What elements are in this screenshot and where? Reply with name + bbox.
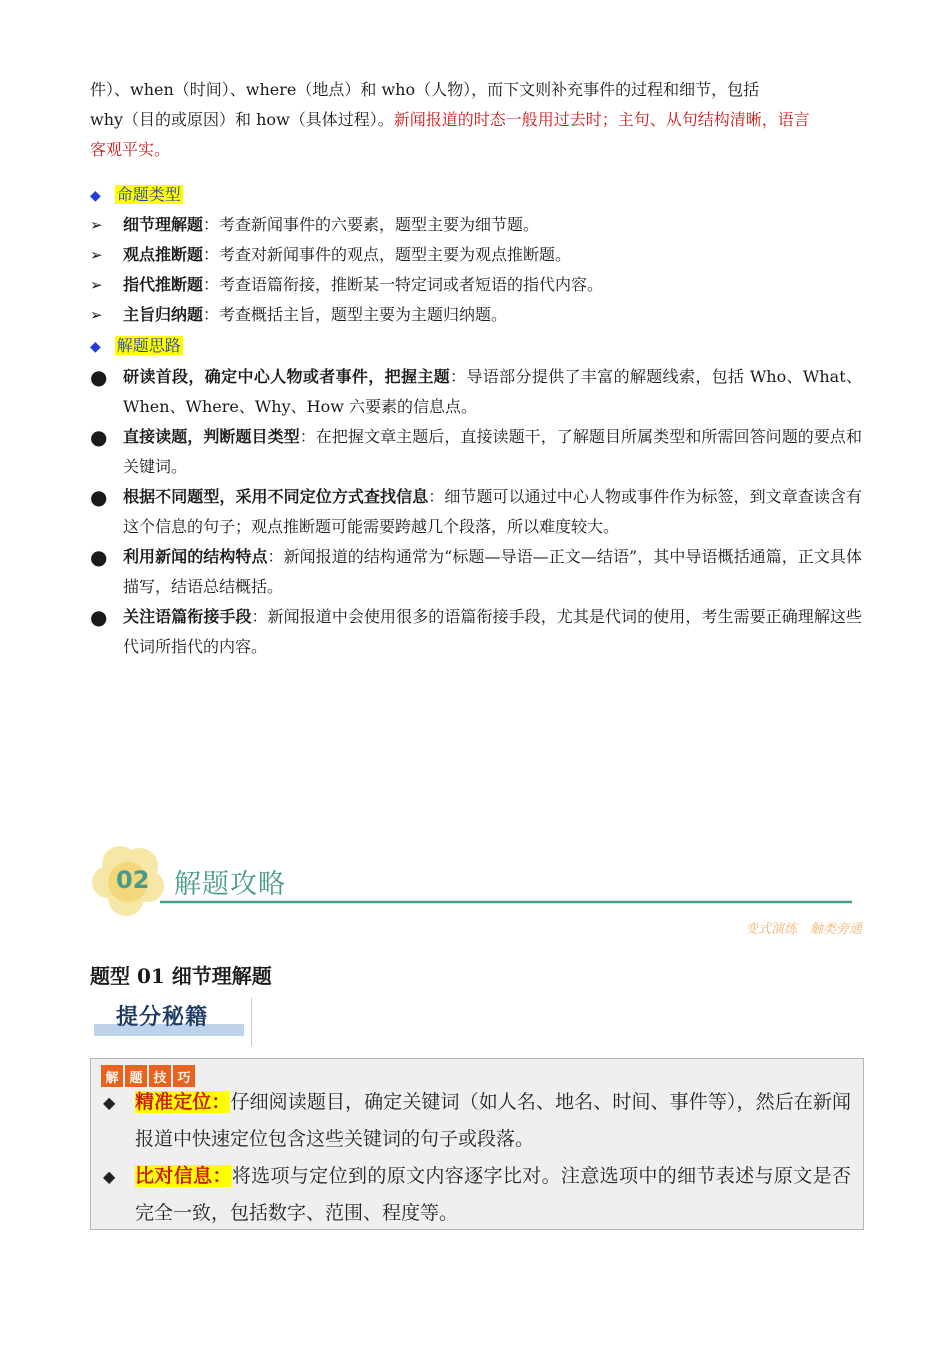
list-item: ● 根据不同题型，采用不同定位方式查找信息：细节题可以通过中心人物或事件作为标签，到文章查读含有这个信息的句子；观点推断题可能需要跨越几个段落，所以难度较大。 xyxy=(90,482,862,542)
diamond-icon: ◆ xyxy=(90,339,101,355)
diamond-icon: ◆ xyxy=(90,188,101,204)
section-heading-question-types: ◆ 命题类型 xyxy=(90,185,181,204)
tip-item: ◆ 比对信息：将选项与定位到的原文内容逐字比对。注意选项中的细节表述与原文是否完全一致，包括数字、范围、程度等。 xyxy=(103,1158,851,1232)
intro-paragraph xyxy=(90,75,862,165)
section-heading-solving-approach: ◆ 解题思路 xyxy=(90,336,181,355)
bullet-dot-icon: ● xyxy=(90,485,108,509)
tag: 题 xyxy=(125,1065,147,1087)
tip-label-badge: 提分秘籍 xyxy=(92,998,254,1046)
arrow-bullet-icon: ➢ xyxy=(90,216,103,234)
tip-item: ◆ 精准定位：仔细阅读题目，确定关键词（如人名、地名、时间、事件等），然后在新闻报道中快速定位包含这些关键词的句子或段落。 xyxy=(103,1084,851,1158)
banner-title: 解题攻略 xyxy=(174,869,286,900)
bullet-dot-icon: ● xyxy=(90,605,108,629)
bullet-dot-icon: ● xyxy=(90,545,108,569)
intro-line-1: 件）、when（时间）、where（地点）和 who（人物），而下文则补充事件的过程和细节，包括 xyxy=(90,80,760,99)
diamond-icon: ◆ xyxy=(103,1093,116,1112)
list-item: ● 利用新闻的结构特点：新闻报道的结构通常为“标题—导语—正文—结语”，其中导语概括通篇，正文具体描写，结语总结概括。 xyxy=(90,542,862,602)
tag: 解 xyxy=(101,1065,123,1087)
tag: 巧 xyxy=(173,1065,195,1087)
section-banner xyxy=(90,842,862,942)
list-item: ● 研读首段，确定中心人物或者事件，把握主题：导语部分提供了丰富的解题线索，包括 Who、What、When、Where、Why、How 六要素的信息点。 xyxy=(90,362,862,422)
arrow-bullet-icon: ➢ xyxy=(90,306,103,324)
intro-red-text: 新闻报道的时态一般用过去时；主句、从句结构清晰，语言 xyxy=(393,110,810,129)
banner-subtitle: 变式演练 触类旁通 xyxy=(744,922,862,937)
tips-box xyxy=(90,1058,864,1230)
bullet-dot-icon: ● xyxy=(90,425,108,449)
arrow-bullet-icon: ➢ xyxy=(90,246,103,264)
banner-number: 02 xyxy=(116,866,150,894)
page-title: 题型 01 细节理解题 xyxy=(90,964,272,988)
diamond-icon: ◆ xyxy=(103,1167,116,1186)
intro-line-2: why（目的或原因）和 how（具体过程）。新闻报道的时态一般用过去时；主句、从句结构清晰，语言 xyxy=(90,110,810,129)
tag: 技 xyxy=(149,1065,171,1087)
arrow-bullet-icon: ➢ xyxy=(90,276,103,294)
list-item: ● 直接读题，判断题目类型：在把握文章主题后，直接读题干，了解题目所属类型和所需回答问题的要点和关键词。 xyxy=(90,422,862,482)
bullet-dot-icon: ● xyxy=(90,365,108,389)
list-item: ● 关注语篇衔接手段：新闻报道中会使用很多的语篇衔接手段，尤其是代词的使用，考生需要正确理解这些代词所指代的内容。 xyxy=(90,602,862,662)
intro-line-3: 客观平实。 xyxy=(90,140,171,159)
